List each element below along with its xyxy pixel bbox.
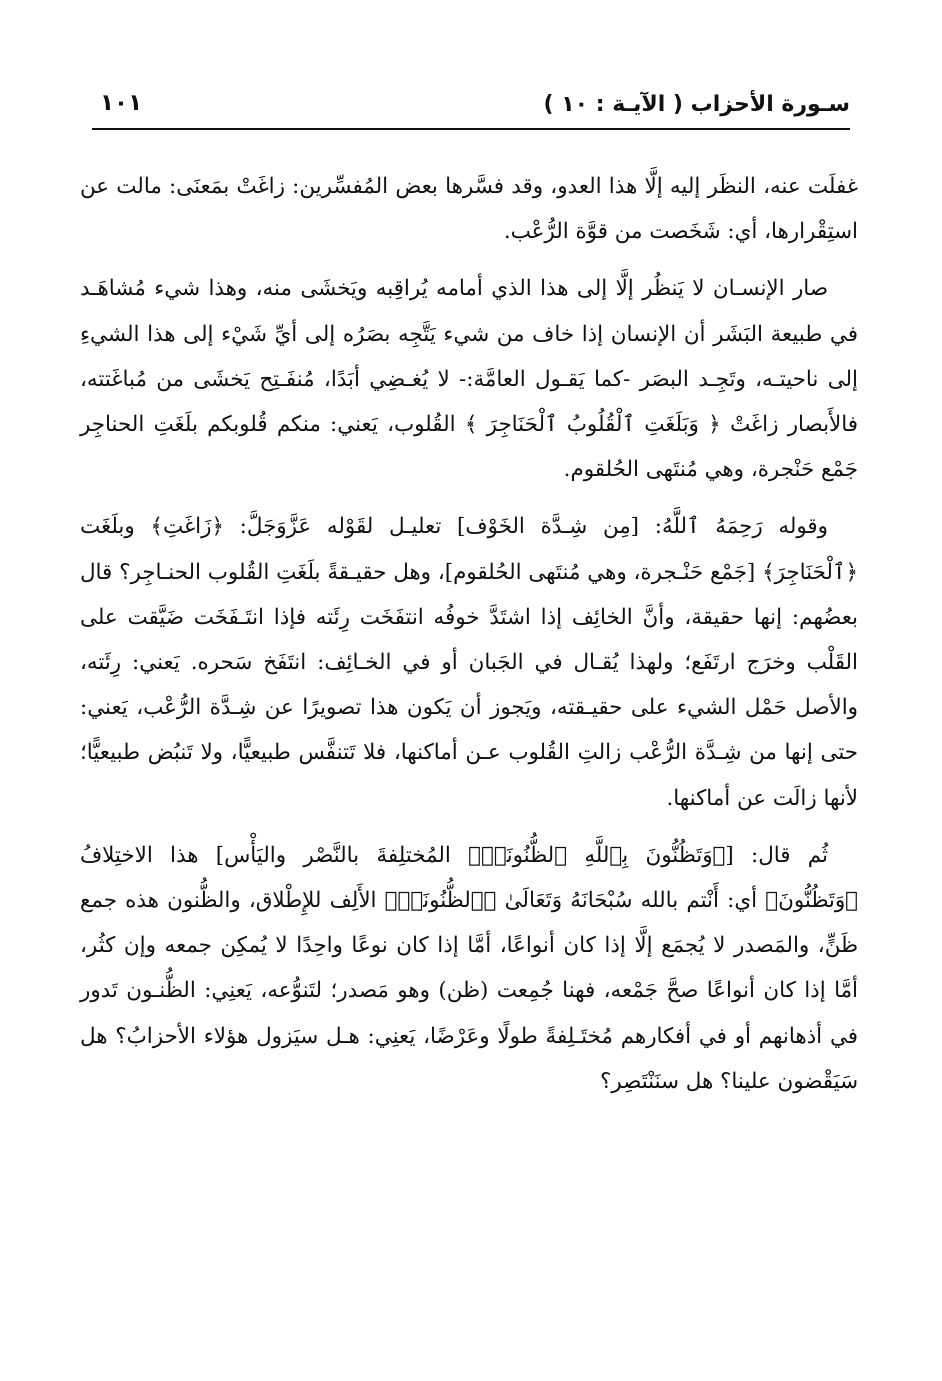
paragraph: ثُم قال: [﴿وَتَظُنُّونَ بِٱللَّهِ ٱلظُّنُونَا۠﴾ المُختلِفةَ بالنَّصْر واليَأْس] هذا الاختِلافُ ﴿وَتَظُنُّونَ﴾ أي: أَنْتم بالله سُبْحَانَهُ وَتَعَالَىٰ ﴿ٱلظُّنُونَا۠﴾ الأَلِف للإِطْلاق، والظُّنون هذه جمع ظَنٍّ، والمَصدر لا يُجمَع إلَّا إذا كان أنواعًا، أمَّا إذا كان نوعًا واحِدًا لا يُمكِن جمعه وإن كثُر، أمَّا إذا كان أنواعًا صحَّ جَمْعه، فهنا جُمِعت (ظن) وهو مَصدر؛ لتَنوُّعه، يَعنِي: الظُّنـون تَدور في أذهانهم أو في أفكارهم مُختَـلِفةً طولًا وعَرْضًا، يَعنِي: هـل سيَزول هؤلاء الأحزابُ؟ هل سَيَقْضون علينا؟ هل سنَنْتَصِر؟ [80, 842, 858, 1094]
paragraph: صار الإنسـان لا يَنظُر إلَّا إلى هذا الذي أمامه يُراقِبه ويَخشَى منه، وهذا شيء مُشاهَـد في طبيعة البَشَر أن الإنسان إذا خاف من شيء يَتَّجِه بصَرُه إلى أيِّ شَيْء إلى هذا الشيءِ إلى ناحيتـه، وتَجِـد البصَر -كما يَقـول العامَّة:- لا يُغـضِي أبَدًا، مُنفَـتِح يَخشَى من مُباغَتته، فالأَبصار زاغَتْ ﴿ وَبَلَغَتِ ٱلْقُلُوبُ ٱلْحَنَاجِرَ ﴾ القُلوب، يَعني: منكم قُلوبكم بلَغَتِ الحناجِر جَمْع حَنْجرة، وهي مُنتَهى الحُلقوم. [80, 276, 858, 483]
running-header [92, 88, 850, 130]
paragraph: وقوله رَحِمَهُ ٱللَّهُ: [مِن شِـدَّة الخَوْف] تعليـل لقَوْله عَزَّوَجَلَّ: ﴿زَاغَتِ﴾ وبلَغَت ﴿ٱلْحَنَاجِرَ﴾ [جَمْع حَنْـجرة، وهي مُنتَهى الحُلقوم]، وهل حقيـقةً بلَغَتِ القُلوب الحنـاجِر؟ قال بعضُهم: إنها حقيقة، وأنَّ الخائِف إذا اشتَدَّ خوفُه انتفَخَت رِئَته فإذا انتَـفَخَت ضَيَّقت على القَلْب وخرَج ارتَفَع؛ ولهذا يُقـال في الجَبان أو في الخـائِف: انتَفَخ سَحره. يَعني: رِئَته، والأصل حَمْل الشيء على حقيـقته، ويَجوز أن يَكون هذا تصويرًا عن شِـدَّة الرُّعْب، يَعني: حتى إنها من شِـدَّة الرُّعْب زالتِ القُلوب عـن أماكنها، فلا تَتنفَّس طبيعيًّا، ولا تَنبُض طبيعيًّا؛ لأنها زالَت عن أماكنها. [80, 514, 858, 811]
body-text [80, 164, 858, 1116]
page-number: ١٠١ [100, 90, 143, 116]
paragraph: غفلَت عنه، النظَر إليه إلَّا هذا العدو، وقد فسَّرها بعض المُفسِّرين: زاغَتْ بمَعنَى: مالت عن استِقْرارها، أي: شَخَصت من قوَّة الرُّعْب. [80, 174, 858, 245]
surah-title: سـورة الأحزاب ( الآيـة : ١٠ ) [543, 92, 850, 117]
